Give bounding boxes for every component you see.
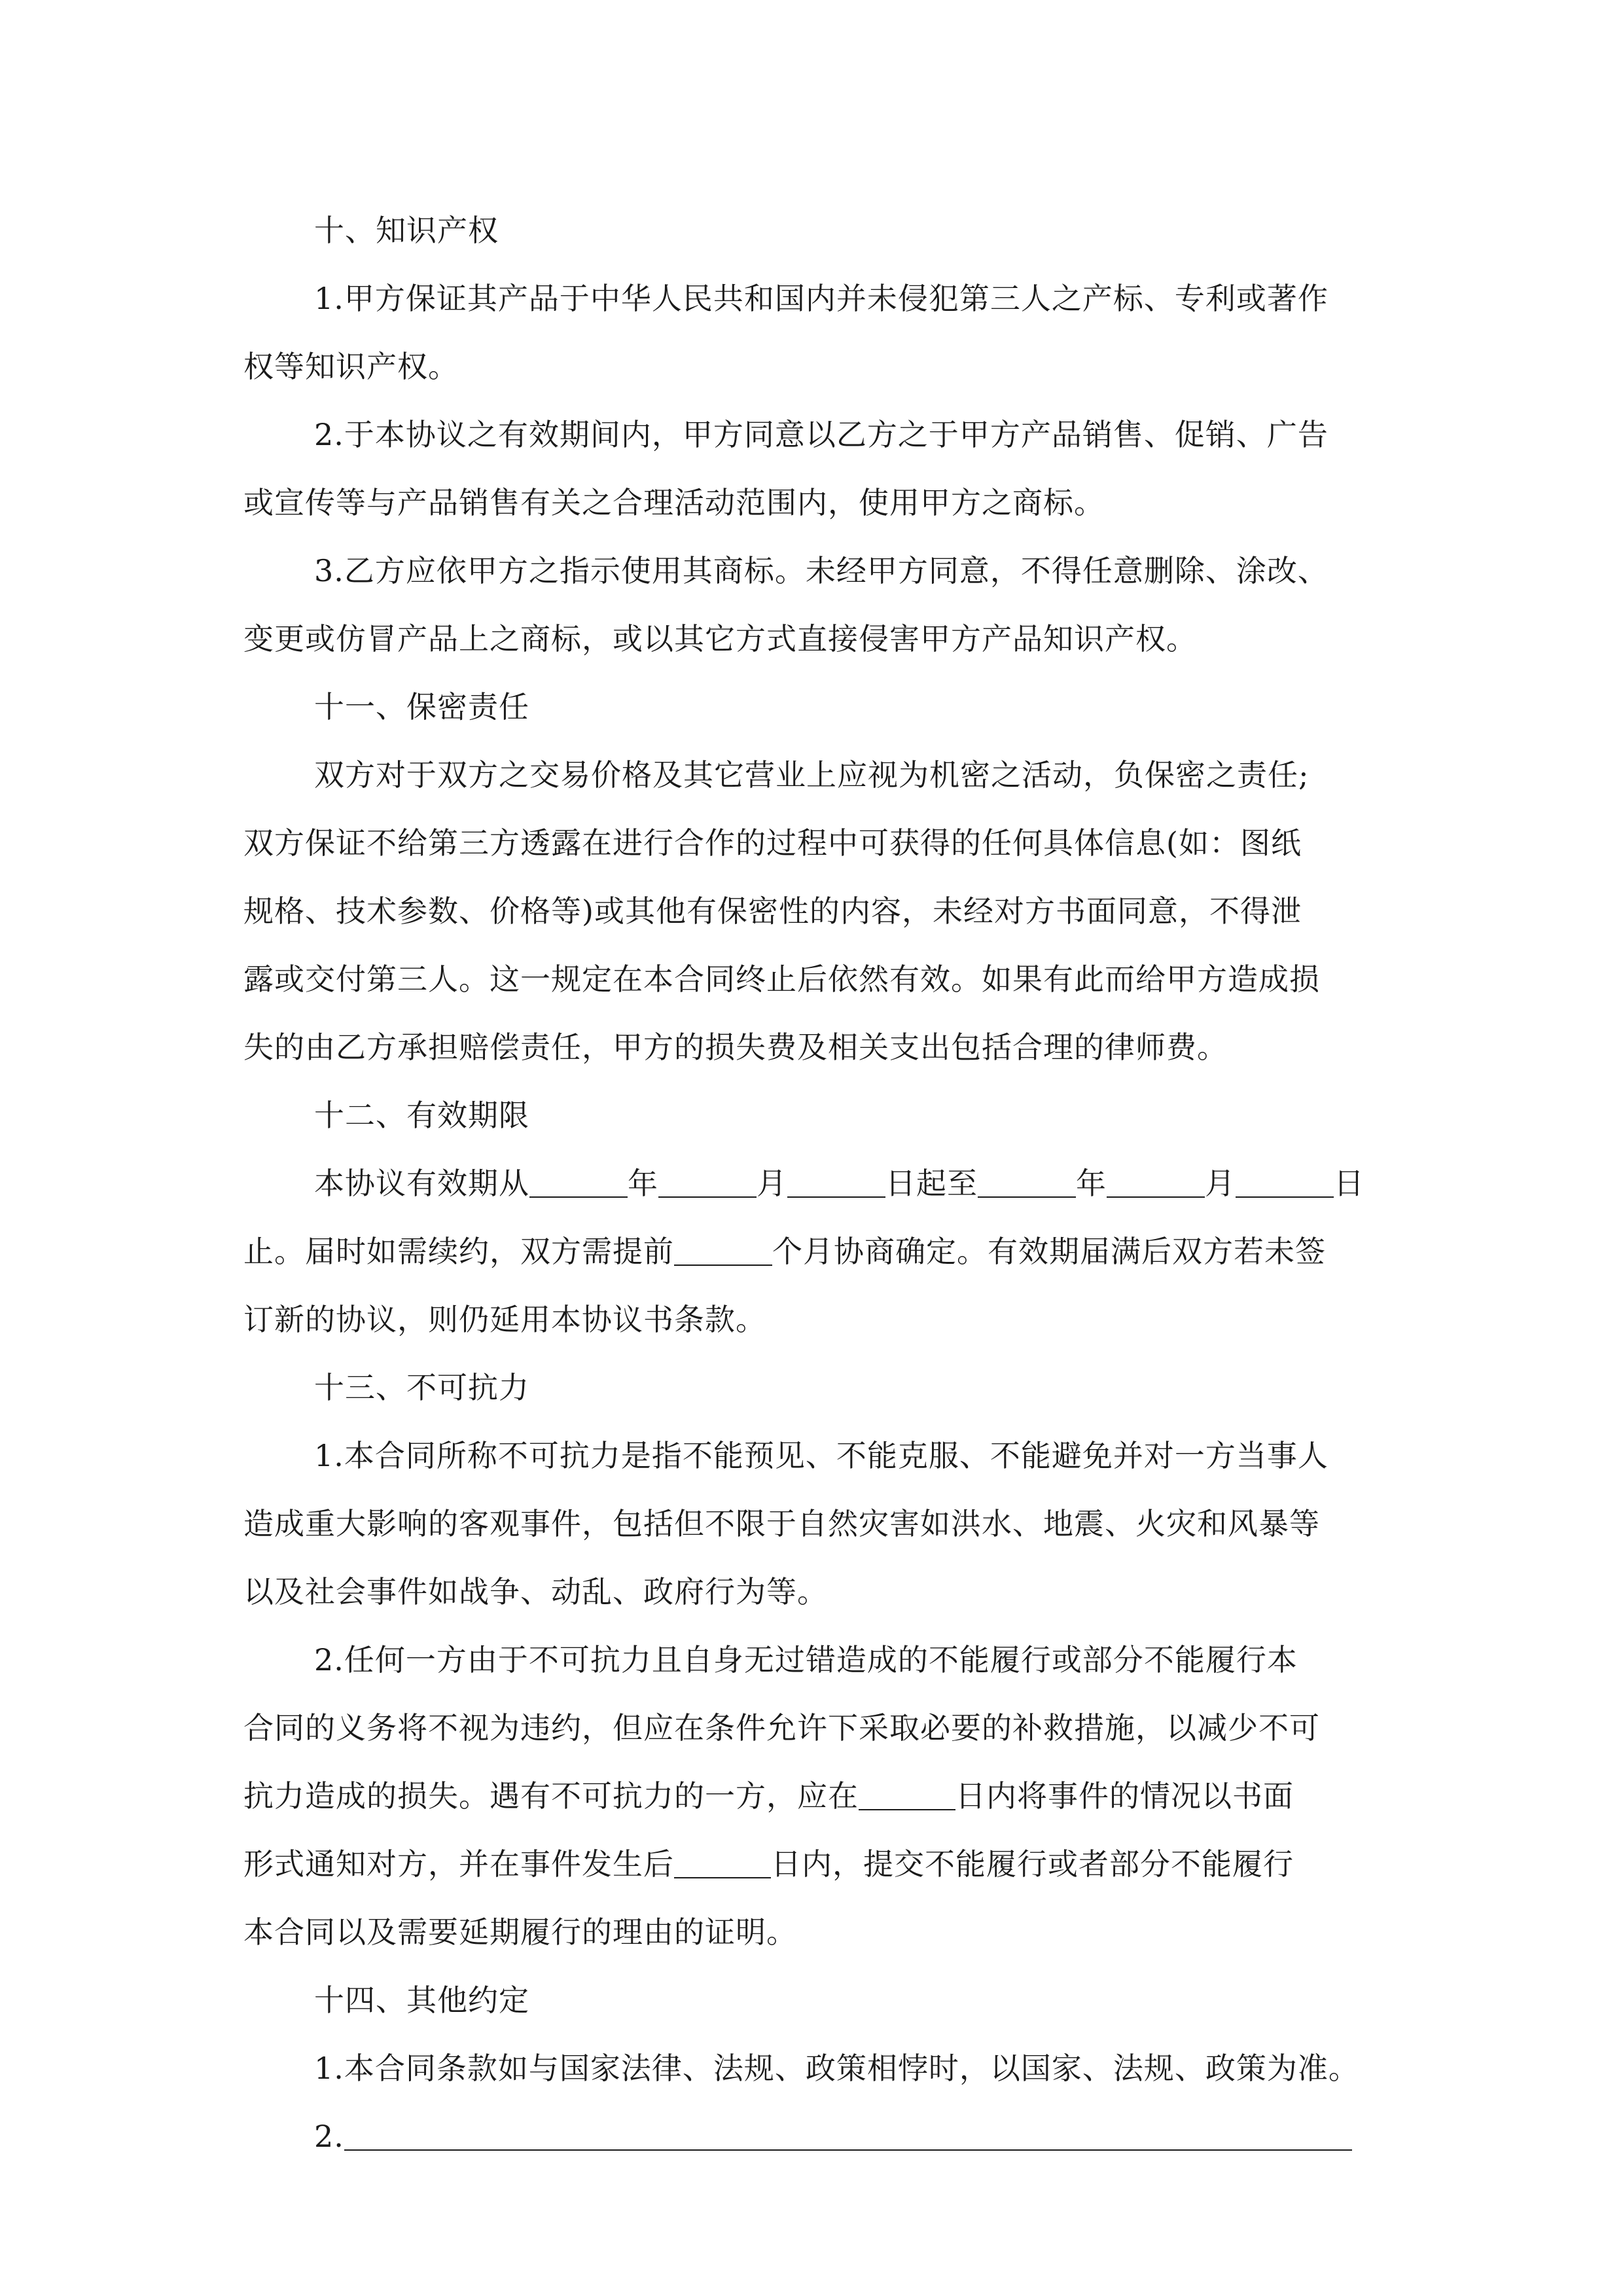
paragraph-line: 2.于本协议之有效期间内，甲方同意以乙方之于甲方产品销售、促销、广告 (314, 417, 1329, 452)
paragraph-line: 订新的协议，则仍延用本协议书条款。 (243, 1302, 766, 1337)
other-terms-line (243, 2102, 1382, 2170)
proof-days-line (243, 1830, 1382, 1898)
start-year-blank[interactable] (529, 1166, 628, 1198)
section-heading: 十二、有效期限 (314, 1098, 529, 1133)
text-segment: 月 (1205, 1166, 1236, 1201)
section-heading: 十三、不可抗力 (314, 1370, 529, 1405)
text-segment: 月 (757, 1166, 787, 1201)
paragraph-line: 失的由乙方承担赔偿责任，甲方的损失费及相关支出包括合理的律师费。 (243, 1030, 1228, 1065)
text-segment: 日起至 (885, 1166, 978, 1201)
start-month-blank[interactable] (658, 1166, 757, 1198)
paragraph-line: 1.本合同所称不可抗力是指不能预见、不能克服、不能避免并对一方当事人 (314, 1438, 1329, 1473)
paragraph-line: 权等知识产权。 (243, 349, 459, 384)
text-segment: 日内将事件的情况以书面 (955, 1778, 1294, 1814)
section-heading: 十一、保密责任 (314, 689, 529, 725)
notice-days-line (243, 1762, 1382, 1830)
paragraph-line: 变更或仿冒产品上之商标，或以其它方式直接侵害甲方产品知识产权。 (243, 621, 1197, 656)
paragraph-line: 或宣传等与产品销售有关之合理活动范围内，使用甲方之商标。 (243, 485, 1105, 520)
validity-period-line (243, 1149, 1382, 1217)
other-terms-blank[interactable] (344, 2119, 1352, 2151)
paragraph-line: 规格、技术参数、价格等)或其他有保密性的内容，未经对方书面同意，不得泄 (243, 893, 1302, 929)
text-segment: 年 (1076, 1166, 1107, 1201)
proof-days-blank[interactable] (674, 1847, 771, 1878)
paragraph-line: 造成重大影响的客观事件，包括但不限于自然灾害如洪水、地震、火灾和风暴等 (243, 1506, 1320, 1541)
text-segment: 本协议有效期从 (314, 1166, 529, 1201)
paragraph-line: 1.本合同条款如与国家法律、法规、政策相悖时，以国家、法规、政策为准。 (314, 2051, 1359, 2086)
section-heading: 十、知识产权 (314, 213, 499, 248)
paragraph-line: 以及社会事件如战争、动乱、政府行为等。 (243, 1574, 828, 1609)
text-segment: 日 (1334, 1166, 1364, 1201)
text-segment: 日内，提交不能履行或者部分不能履行 (771, 1846, 1294, 1882)
text-segment: 个月协商确定。有效期届满后双方若未签 (772, 1234, 1326, 1269)
document-content (243, 196, 1382, 2170)
end-month-blank[interactable] (1107, 1166, 1205, 1198)
paragraph-line: 露或交付第三人。这一规定在本合同终止后依然有效。如果有此而给甲方造成损 (243, 961, 1320, 997)
text-segment: 形式通知对方，并在事件发生后 (243, 1846, 674, 1882)
renewal-months-blank[interactable] (674, 1234, 772, 1266)
paragraph-line: 本合同以及需要延期履行的理由的证明。 (243, 1914, 797, 1950)
end-day-blank[interactable] (1236, 1166, 1334, 1198)
text-segment: 年 (628, 1166, 658, 1201)
section-heading: 十四、其他约定 (314, 1982, 529, 2018)
item-number: 2. (314, 2119, 344, 2154)
paragraph-line: 3.乙方应依甲方之指示使用其商标。未经甲方同意，不得任意删除、涂改、 (314, 553, 1329, 588)
text-segment: 止。届时如需续约，双方需提前 (243, 1234, 674, 1269)
end-year-blank[interactable] (978, 1166, 1076, 1198)
paragraph-line: 2.任何一方由于不可抗力且自身无过错造成的不能履行或部分不能履行本 (314, 1642, 1298, 1677)
paragraph-line: 双方保证不给第三方透露在进行合作的过程中可获得的任何具体信息(如：图纸 (243, 825, 1302, 861)
text-segment: 抗力造成的损失。遇有不可抗力的一方，应在 (243, 1778, 859, 1814)
paragraph-line: 双方对于双方之交易价格及其它营业上应视为机密之活动，负保密之责任; (314, 757, 1310, 793)
notice-days-blank[interactable] (859, 1779, 955, 1810)
paragraph-line: 1.甲方保证其产品于中华人民共和国内并未侵犯第三人之产标、专利或著作 (314, 281, 1329, 316)
paragraph-line: 合同的义务将不视为违约，但应在条件允许下采取必要的补救措施，以减少不可 (243, 1710, 1320, 1746)
start-day-blank[interactable] (787, 1166, 885, 1198)
renewal-line (243, 1217, 1382, 1285)
